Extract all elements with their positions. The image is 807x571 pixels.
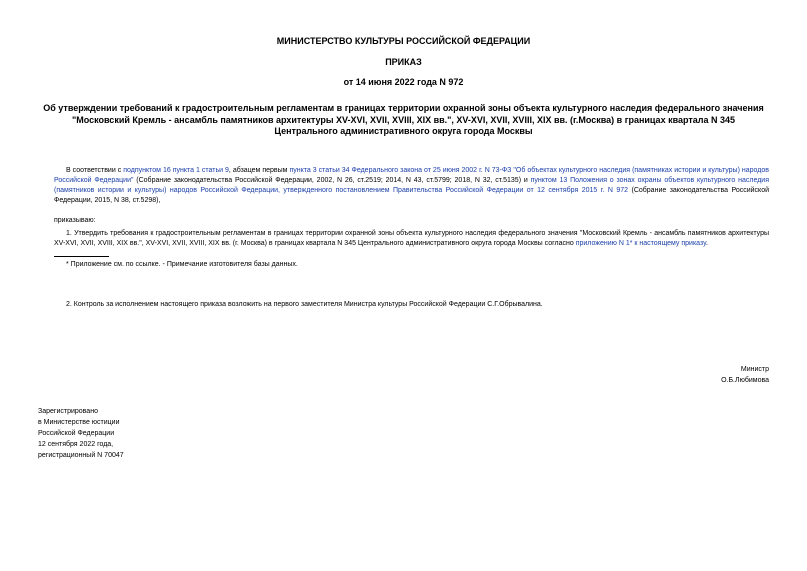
law-link-regulation-972[interactable]: пунктом 13 Положения о зонах охраны объектов культурного наследия (памятников истории и культуры) народов Российской Федерации, утвержденного постановлением Правительства Российской Федерации от 12 сентября 2015 г. N 972 (54, 177, 770, 194)
appendix-link[interactable]: приложению N 1* к настоящему приказу (575, 240, 706, 247)
ministry-name: МИНИСТЕРСТВО КУЛЬТУРЫ РОССИЙСКОЙ ФЕДЕРАЦИИ (276, 36, 531, 46)
document-title: Об утверждении требований к градостроительным регламентам в границах территории охранной зоны объекта культурного наследия федерального значения "Московский Кремль - ансамбль памятников архитектуры XV-XVI, XVII, XVIII, XIX вв.", XV-XVI, XVII, XVIII, XIX вв. (г.Москва) в границах квартала N 345 Центрального административного округа города Москвы (43, 103, 764, 136)
signatory-name: О.Б.Любимова (721, 377, 769, 384)
signatory-title: Министр (740, 366, 769, 373)
law-link-federal-law-73[interactable]: пункта 3 статьи 34 Федерального закона от 25 июня 2002 г. N 73-ФЗ "Об объектах культурного наследия (памятниках истории и культуры) народов Российской Федерации" (54, 167, 769, 184)
document-date: от 14 июня 2022 года N 972 (343, 77, 464, 87)
registration-line-5: регистрационный N 70047 (38, 452, 124, 459)
order-item-1 (54, 229, 769, 249)
basis-text-2: , абзацем первым (228, 167, 290, 174)
registration-line-1: Зарегистрировано (38, 408, 98, 415)
item1-text-1: 1. Утвердить требования к градостроительным регламентам в границах территории охранной зоны объекта культурного наследия федерального значения "Московский Кремль - ансамбль памятников архитектуры XV-XVI, XVII, XVIII, XIX вв.", XV-XVI, XVII, XVIII, XIX вв. (г. Москва) в границах квартала N 345 Центрального административного округа города Москвы согласно (54, 230, 769, 247)
law-link-subparagraph-16[interactable]: подпунктом 16 пункта 1 статьи 9 (123, 167, 229, 174)
orders-word: приказываю: (54, 217, 96, 224)
order-item-2: 2. Контроль за исполнением настоящего приказа возложить на первого заместителя Министра культуры Российской Федерации С.Г.Обрывалина. (66, 301, 543, 308)
registration-line-4: 12 сентября 2022 года, (38, 441, 114, 448)
basis-text-3: (Собрание законодательства Российской Федерации, 2002, N 26, ст.2519; 2014, N 43, ст.5799; 2018, N 32, ст.5135) и (133, 177, 531, 184)
registration-line-3: Российской Федерации (38, 430, 115, 437)
footnote-divider (54, 256, 109, 257)
basis-text-4: (Собрание законодательства Российской Федерации, 2015, N 38, ст.5298), (54, 187, 769, 204)
basis-paragraph (54, 166, 769, 206)
basis-text-1: В соответствии с (66, 167, 124, 174)
registration-line-2: в Министерстве юстиции (38, 419, 120, 426)
item1-text-2: . (705, 240, 708, 247)
footnote: * Приложение см. по ссылке. - Примечание изготовителя базы данных. (66, 261, 298, 268)
document-type: ПРИКАЗ (385, 57, 422, 67)
